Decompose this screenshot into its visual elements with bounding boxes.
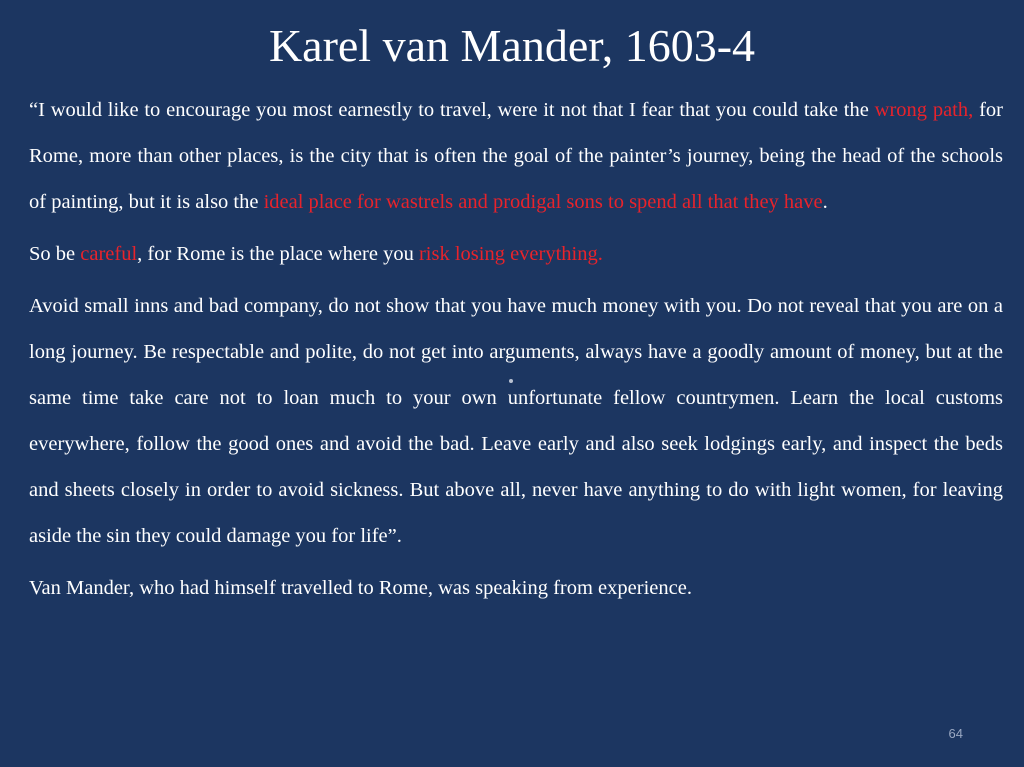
quote-paragraph-3 [29, 283, 1003, 559]
page-number: 64 [948, 726, 963, 741]
pointer-dot [509, 379, 513, 383]
quote-paragraph-1 [29, 87, 1003, 225]
highlighted-text: wrong path, [874, 99, 974, 121]
highlighted-text: ideal place for wastrels and prodigal sons to spend all that they have [263, 191, 823, 213]
text-segment: , for Rome is the place where you [137, 243, 419, 265]
text-segment: So be [29, 243, 81, 265]
quote-paragraph-2 [29, 237, 1003, 271]
highlighted-text: careful [80, 243, 138, 265]
closing-paragraph [29, 571, 1003, 605]
slide-body [29, 87, 1003, 605]
slide-title: Karel van Mander, 1603-4 [268, 20, 756, 71]
text-segment: for Rome, more than other places, is the city that is often the goal of the painter’s journey, being the head of the schools of painting, but it is also the [29, 99, 1003, 213]
text-segment: “I would like to encourage you most earnestly to travel, were it not that I fear that you could take the [29, 99, 875, 121]
highlighted-text: risk losing everything. [418, 243, 603, 265]
text-segment: Van Mander, who had himself travelled to Rome, was speaking from experience. [29, 577, 692, 599]
text-segment: . [822, 191, 828, 213]
text-segment: Avoid small inns and bad company, do not show that you have much money with you. Do not reveal that you are on a long journey. Be respectable and polite, do not get into arguments, always have a goodly amount of money, but at the same time take care not to loan much to your own unfortunate fellow countrymen. Learn the local customs everywhere, follow the good ones and avoid the bad. Leave early and also seek lodgings early, and inspect the beds and sheets closely in order to avoid sickness. But above all, never have anything to do with light women, for leaving aside the sin they could damage you for life”. [29, 295, 1003, 547]
